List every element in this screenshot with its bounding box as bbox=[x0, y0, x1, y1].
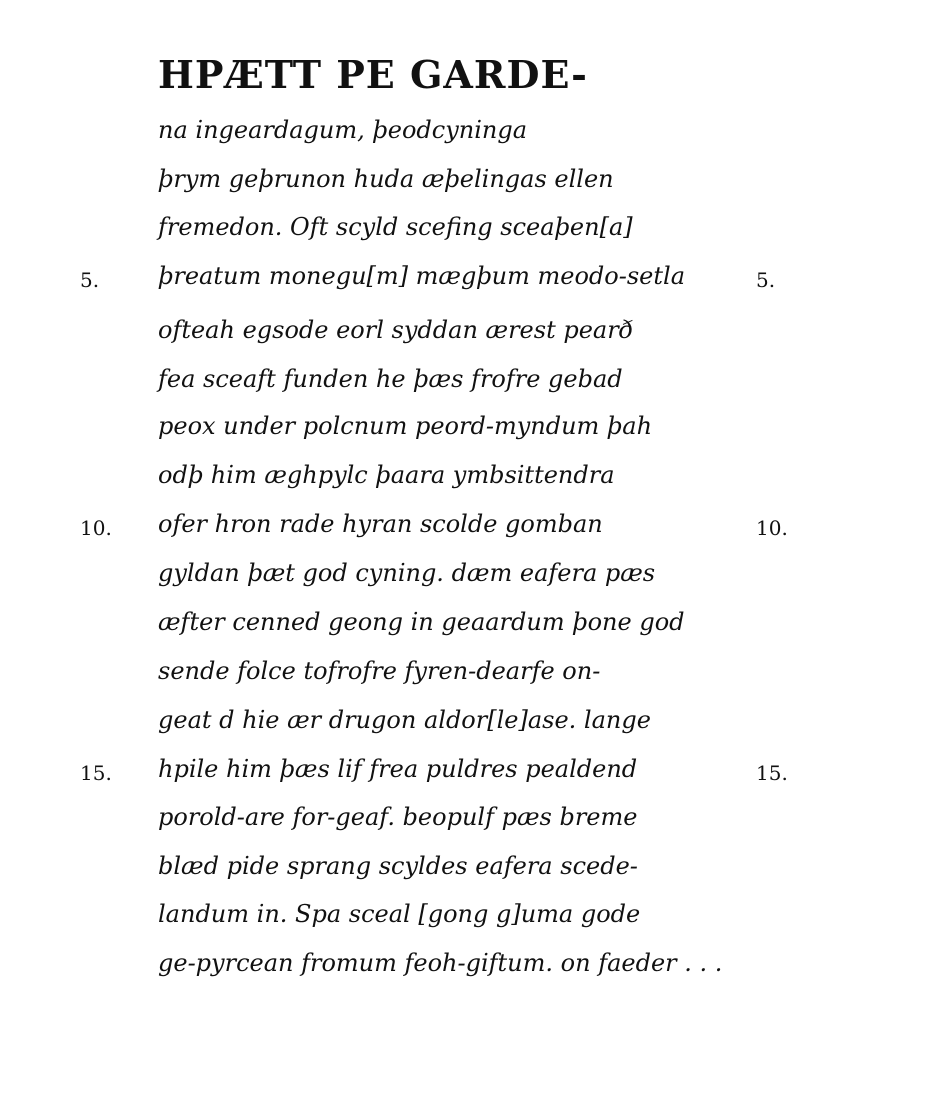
verse-line-18: ge-pyrcean fromum feoh-giftum. on faeder . . . bbox=[158, 949, 723, 977]
line-number-right-5: 5. bbox=[756, 268, 776, 292]
verse-line-11: æfter cenned geong in geaardum þone god bbox=[158, 608, 685, 636]
verse-line-17: landum in. Spa sceal [gong g]uma gode bbox=[158, 900, 641, 928]
line-number-right-15: 15. bbox=[756, 761, 788, 785]
verse-line-6: fea sceaft funden he þæs frofre gebad bbox=[158, 365, 623, 393]
verse-line-12: sende folce tofrofre fyren-dearfe on- bbox=[158, 657, 601, 685]
verse-line-3: fremedon. Oft scyld scefing sceaþen[a] bbox=[158, 213, 633, 241]
verse-line-13: geat d hie ær drugon aldor[le]ase. lange bbox=[158, 706, 651, 734]
verse-line-8: odþ him æghpylc þaara ymbsittendra bbox=[158, 461, 615, 489]
verse-line-2: þrym geþrunon huda æþelingas ellen bbox=[158, 165, 614, 193]
line-number-left-15: 15. bbox=[80, 761, 112, 785]
line-number-right-10: 10. bbox=[756, 516, 788, 540]
verse-line-15: porold-are for-geaf. beopulf pæs breme bbox=[158, 803, 638, 831]
verse-line-9: ofer hron rade hyran scolde gomban bbox=[158, 510, 603, 538]
poem-title: HPÆTT PE GARDE- bbox=[158, 52, 588, 97]
verse-line-14: hpile him þæs lif frea puldres pealdend bbox=[158, 755, 638, 783]
verse-line-7: peox under polcnum peord-myndum þah bbox=[158, 412, 653, 440]
verse-line-10: gyldan þæt god cyning. dæm eafera pæs bbox=[158, 559, 656, 587]
line-number-left-10: 10. bbox=[80, 516, 112, 540]
verse-line-16: blæd pide sprang scyldes eafera scede- bbox=[158, 852, 638, 880]
verse-line-5: ofteah egsode eorl syddan ærest pearð bbox=[158, 316, 634, 344]
verse-line-4: þreatum monegu[m] mægþum meodo-setla bbox=[158, 262, 686, 290]
line-number-left-5: 5. bbox=[80, 268, 100, 292]
verse-line-1: na ingeardagum, þeodcyninga bbox=[158, 116, 528, 144]
